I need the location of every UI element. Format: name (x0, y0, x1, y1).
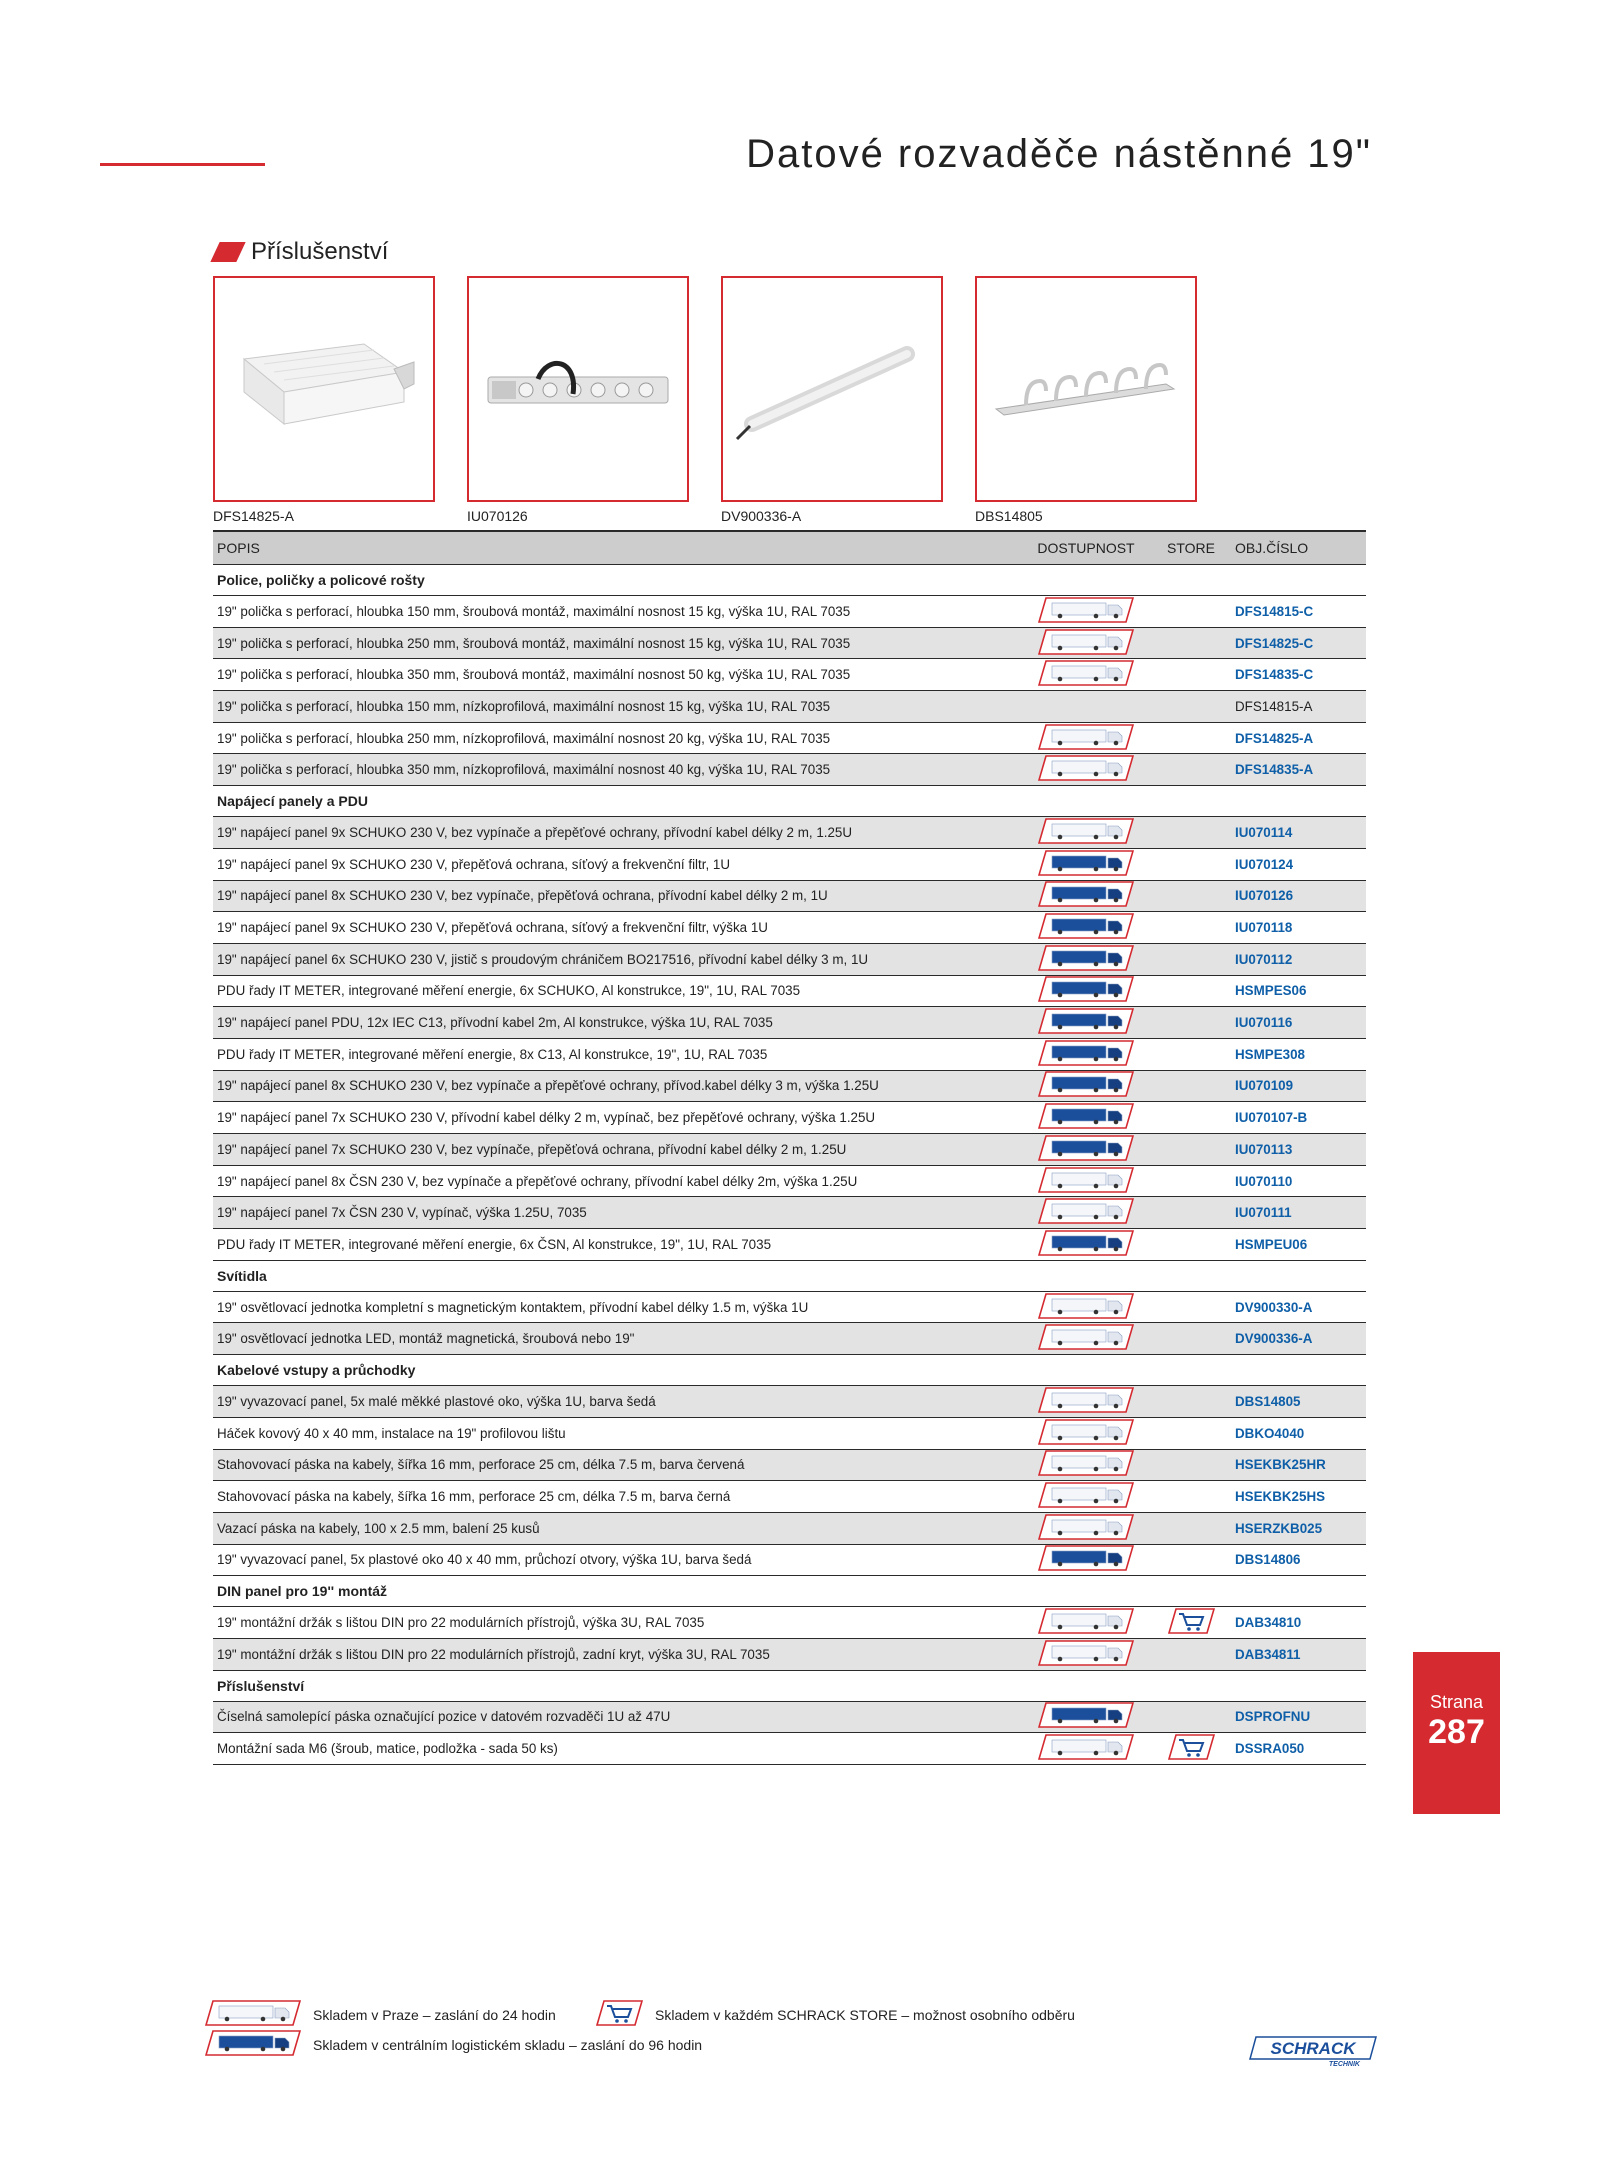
store-cell (1151, 1229, 1231, 1261)
table-row (213, 722, 1366, 754)
white-truck-icon (1038, 1514, 1134, 1543)
white-truck-icon (1038, 629, 1134, 658)
cable-guide-image (975, 276, 1197, 502)
blue-truck-icon (1038, 1071, 1134, 1100)
table-row (213, 1197, 1366, 1229)
category-label: Kabelové vstupy a průchodky (213, 1355, 1366, 1386)
store-cell (1151, 1417, 1231, 1449)
product-description: 19" napájecí panel 9x SCHUKO 230 V, bez vypínače a přepěťové ochrany, přívodní kabel délky 2 m, 1.25U (213, 817, 1021, 849)
shelf-image (213, 276, 435, 502)
table-row (213, 1323, 1366, 1355)
page-number-tab (1413, 1652, 1500, 1814)
photo-caption: DBS14805 (975, 508, 1043, 524)
column-header-store: STORE (1151, 531, 1231, 565)
table-row (213, 754, 1366, 786)
product-description: 19" polička s perforací, hloubka 350 mm, šroubová montáž, maximální nosnost 50 kg, výška 1U, RAL 7035 (213, 659, 1021, 691)
availability-cell (1021, 1102, 1151, 1134)
table-header (213, 531, 1366, 565)
order-number[interactable]: DSPROFNU (1231, 1701, 1366, 1733)
order-number[interactable]: IU070109 (1231, 1070, 1366, 1102)
white-truck-icon (1038, 724, 1134, 753)
category-label: Svítidla (213, 1260, 1366, 1291)
product-photo[interactable] (213, 276, 435, 524)
table-row (213, 1701, 1366, 1733)
order-number[interactable]: DAB34811 (1231, 1638, 1366, 1670)
order-number[interactable]: DAB34810 (1231, 1607, 1366, 1639)
legend-item-store (595, 2000, 1075, 2029)
white-truck-icon (1038, 660, 1134, 689)
availability-cell (1021, 1512, 1151, 1544)
store-cell (1151, 1544, 1231, 1576)
page-label: Strana (1429, 1692, 1484, 1712)
availability-cell (1021, 627, 1151, 659)
product-photo[interactable] (975, 276, 1197, 524)
photo-caption: DFS14825-A (213, 508, 294, 524)
white-truck-icon (1038, 1482, 1134, 1511)
store-cell (1151, 1733, 1231, 1765)
legend-text: Skladem v centrálním logistickém skladu – zaslání do 96 hodin (313, 2036, 703, 2053)
availability-cell (1021, 691, 1151, 723)
store-cell (1151, 1165, 1231, 1197)
store-cell (1151, 817, 1231, 849)
availability-cell (1021, 880, 1151, 912)
availability-cell (1021, 1197, 1151, 1229)
category-row (213, 1670, 1366, 1701)
white-truck-icon (1038, 1387, 1134, 1416)
product-description: 19" napájecí panel 6x SCHUKO 230 V, jistič s proudovým chráničem BO217516, přívodní kabel délky 3 m, 1U (213, 943, 1021, 975)
order-number[interactable]: DFS14835-C (1231, 659, 1366, 691)
product-description: 19" osvětlovací jednotka kompletní s magnetickým kontaktem, přívodní kabel délky 1.5 m, výška 1U (213, 1291, 1021, 1323)
product-description: Stahovovací páska na kabely, šířka 16 mm, perforace 25 cm, délka 7.5 m, barva červená (213, 1449, 1021, 1481)
store-cell (1151, 691, 1231, 723)
availability-cell (1021, 1165, 1151, 1197)
order-number[interactable]: IU070112 (1231, 943, 1366, 975)
product-description: 19" vyvazovací panel, 5x plastové oko 40 x 40 mm, průchozí otvory, výška 1U, barva šedá (213, 1544, 1021, 1576)
order-number[interactable]: HSEKBK25HR (1231, 1449, 1366, 1481)
order-number[interactable]: DBS14806 (1231, 1544, 1366, 1576)
white-truck-icon (1038, 1324, 1134, 1353)
legend-text: Skladem v každém SCHRACK STORE – možnost osobního odběru (655, 2006, 1075, 2023)
availability-cell (1021, 1291, 1151, 1323)
availability-cell (1021, 754, 1151, 786)
product-photos (213, 276, 1213, 524)
availability-cell (1021, 1007, 1151, 1039)
order-number[interactable]: DBKO4040 (1231, 1417, 1366, 1449)
availability-cell (1021, 943, 1151, 975)
order-number[interactable]: DV900336-A (1231, 1323, 1366, 1355)
product-description: 19" osvětlovací jednotka LED, montáž magnetická, šroubová nebo 19" (213, 1323, 1021, 1355)
product-photo[interactable] (721, 276, 943, 524)
led-lamp-image (721, 276, 943, 502)
availability-cell (1021, 912, 1151, 944)
table-row (213, 975, 1366, 1007)
blue-truck-icon (1038, 1040, 1134, 1069)
table-row (213, 848, 1366, 880)
store-cell (1151, 1007, 1231, 1039)
store-cell (1151, 1038, 1231, 1070)
availability-cell (1021, 1070, 1151, 1102)
cart-icon (1167, 1734, 1215, 1763)
table-row (213, 596, 1366, 628)
store-cell (1151, 1134, 1231, 1166)
order-number[interactable]: DFS14825-A (1231, 722, 1366, 754)
cart-icon (1167, 1608, 1215, 1637)
store-cell (1151, 1323, 1231, 1355)
product-description: 19" napájecí panel 9x SCHUKO 230 V, přepěťová ochrana, síťový a frekvenční filtr, výška 1U (213, 912, 1021, 944)
order-number[interactable]: HSERZKB025 (1231, 1512, 1366, 1544)
power-strip-image (467, 276, 689, 502)
product-description: PDU řady IT METER, integrované měření energie, 6x SCHUKO, Al konstrukce, 19", 1U, RAL 7035 (213, 975, 1021, 1007)
table-row (213, 1481, 1366, 1513)
product-description: 19" vyvazovací panel, 5x malé měkké plastové oko, výška 1U, barva šedá (213, 1386, 1021, 1418)
product-description: 19" polička s perforací, hloubka 150 mm, nízkoprofilová, maximální nosnost 15 kg, výška 1U, RAL 7035 (213, 691, 1021, 723)
photo-caption: IU070126 (467, 508, 528, 524)
order-number[interactable]: DSSRA050 (1231, 1733, 1366, 1765)
white-truck-icon (1038, 1640, 1134, 1669)
table-row (213, 1165, 1366, 1197)
category-label: DIN panel pro 19'' montáž (213, 1576, 1366, 1607)
product-description: PDU řady IT METER, integrované měření energie, 6x ČSN, Al konstrukce, 19", 1U, RAL 7035 (213, 1229, 1021, 1261)
table-row (213, 1229, 1366, 1261)
availability-cell (1021, 1449, 1151, 1481)
order-number[interactable]: IU070116 (1231, 1007, 1366, 1039)
availability-cell (1021, 1417, 1151, 1449)
order-number[interactable]: IU070118 (1231, 912, 1366, 944)
order-number[interactable]: DFS14815-C (1231, 596, 1366, 628)
store-cell (1151, 1197, 1231, 1229)
table-row (213, 691, 1366, 723)
photo-caption: DV900336-A (721, 508, 802, 524)
product-description: 19" montážní držák s lištou DIN pro 22 modulárních přístrojů, výška 3U, RAL 7035 (213, 1607, 1021, 1639)
category-row (213, 1260, 1366, 1291)
store-cell (1151, 1102, 1231, 1134)
category-label: Příslušenství (213, 1670, 1366, 1701)
header-accent-line (100, 163, 265, 166)
white-truck-icon (1038, 1608, 1134, 1637)
availability-cell (1021, 1607, 1151, 1639)
product-description: Číselná samolepící páska označující pozice v datovém rozvaděči 1U až 47U (213, 1701, 1021, 1733)
order-number[interactable]: DFS14835-A (1231, 754, 1366, 786)
table-row (213, 1007, 1366, 1039)
store-cell (1151, 880, 1231, 912)
availability-cell (1021, 722, 1151, 754)
white-truck-icon (205, 2000, 301, 2029)
order-number[interactable]: HSMPE308 (1231, 1038, 1366, 1070)
product-description: 19" napájecí panel 9x SCHUKO 230 V, přepěťová ochrana, síťový a frekvenční filtr, 1U (213, 848, 1021, 880)
blue-truck-icon (1038, 913, 1134, 942)
white-truck-icon (1038, 1167, 1134, 1196)
store-cell (1151, 1291, 1231, 1323)
table-row (213, 1038, 1366, 1070)
order-number[interactable]: IU070126 (1231, 880, 1366, 912)
blue-truck-icon (205, 2030, 301, 2059)
table-row (213, 1134, 1366, 1166)
order-number: DFS14815-A (1231, 691, 1366, 723)
availability-cell (1021, 1733, 1151, 1765)
category-row (213, 1355, 1366, 1386)
product-description: 19" polička s perforací, hloubka 250 mm, nízkoprofilová, maximální nosnost 20 kg, výška 1U, RAL 7035 (213, 722, 1021, 754)
availability-cell (1021, 1638, 1151, 1670)
svg-text:TECHNIK: TECHNIK (1328, 2061, 1360, 2068)
store-cell (1151, 943, 1231, 975)
category-row (213, 1576, 1366, 1607)
blue-truck-icon (1038, 976, 1134, 1005)
order-number[interactable]: IU070111 (1231, 1197, 1366, 1229)
availability-cell (1021, 596, 1151, 628)
section-marker-icon (210, 242, 245, 262)
white-truck-icon (1038, 818, 1134, 847)
store-cell (1151, 1512, 1231, 1544)
order-number[interactable]: IU070124 (1231, 848, 1366, 880)
store-cell (1151, 1070, 1231, 1102)
product-description: 19" montážní držák s lištou DIN pro 22 modulárních přístrojů, zadní kryt, výška 3U, RAL 7035 (213, 1638, 1021, 1670)
section-title: Příslušenství (251, 238, 389, 265)
product-description: PDU řady IT METER, integrované měření energie, 8x C13, Al konstrukce, 19", 1U, RAL 7035 (213, 1038, 1021, 1070)
white-truck-icon (1038, 755, 1134, 784)
store-cell (1151, 596, 1231, 628)
availability-cell (1021, 659, 1151, 691)
table-row (213, 1291, 1366, 1323)
product-description: Háček kovový 40 x 40 mm, instalace na 19" profilovou lištu (213, 1417, 1021, 1449)
store-cell (1151, 1701, 1231, 1733)
table-row (213, 1449, 1366, 1481)
product-description: 19" napájecí panel 7x ČSN 230 V, vypínač, výška 1.25U, 7035 (213, 1197, 1021, 1229)
table-row (213, 1070, 1366, 1102)
table-row (213, 659, 1366, 691)
column-header-popis: POPIS (213, 531, 1021, 565)
product-description: 19" polička s perforací, hloubka 350 mm, nízkoprofilová, maximální nosnost 40 kg, výška 1U, RAL 7035 (213, 754, 1021, 786)
svg-text:SCHRACK: SCHRACK (1270, 2039, 1356, 2058)
blue-truck-icon (1038, 1230, 1134, 1259)
product-photo[interactable] (467, 276, 689, 524)
table-row (213, 1544, 1366, 1576)
table-row (213, 627, 1366, 659)
table-row (213, 1638, 1366, 1670)
category-label: Police, poličky a policové rošty (213, 565, 1366, 596)
availability-cell (1021, 1229, 1151, 1261)
order-number[interactable]: DBS14805 (1231, 1386, 1366, 1418)
store-cell (1151, 722, 1231, 754)
section-heading (215, 238, 388, 266)
store-cell (1151, 1481, 1231, 1513)
product-description: 19" napájecí panel PDU, 12x IEC C13, přívodní kabel 2m, Al konstrukce, výška 1U, RAL 7035 (213, 1007, 1021, 1039)
legend-item-central (205, 2030, 702, 2059)
white-truck-icon (1038, 1198, 1134, 1227)
store-cell (1151, 1386, 1231, 1418)
table-row (213, 1733, 1366, 1765)
order-number[interactable]: HSMPES06 (1231, 975, 1366, 1007)
blue-truck-icon (1038, 945, 1134, 974)
availability-cell (1021, 817, 1151, 849)
legend-item-prague (205, 2000, 556, 2029)
product-description: Montážní sada M6 (šroub, matice, podložka - sada 50 ks) (213, 1733, 1021, 1765)
product-description: 19" napájecí panel 7x SCHUKO 230 V, bez vypínače, přepěťová ochrana, přívodní kabel délky 2 m, 1.25U (213, 1134, 1021, 1166)
availability-cell (1021, 1323, 1151, 1355)
store-cell (1151, 848, 1231, 880)
availability-cell (1021, 1701, 1151, 1733)
white-truck-icon (1038, 1419, 1134, 1448)
blue-truck-icon (1038, 1545, 1134, 1574)
product-description: 19" polička s perforací, hloubka 250 mm, šroubová montáž, maximální nosnost 15 kg, výška 1U, RAL 7035 (213, 627, 1021, 659)
product-description: Vazací páska na kabely, 100 x 2.5 mm, balení 25 kusů (213, 1512, 1021, 1544)
blue-truck-icon (1038, 1702, 1134, 1731)
schrack-logo (1248, 2033, 1378, 2074)
table-row (213, 1386, 1366, 1418)
product-description: Stahovovací páska na kabely, šířka 16 mm, perforace 25 cm, délka 7.5 m, barva černá (213, 1481, 1021, 1513)
table-row (213, 1607, 1366, 1639)
order-number[interactable]: DFS14825-C (1231, 627, 1366, 659)
white-truck-icon (1038, 1450, 1134, 1479)
table-row (213, 1417, 1366, 1449)
availability-cell (1021, 1134, 1151, 1166)
store-cell (1151, 1449, 1231, 1481)
blue-truck-icon (1038, 1135, 1134, 1164)
availability-cell (1021, 975, 1151, 1007)
product-description: 19" napájecí panel 7x SCHUKO 230 V, přívodní kabel délky 2 m, vypínač, bez přepěťové ochrany, výška 1.25U (213, 1102, 1021, 1134)
order-number[interactable]: IU070107-B (1231, 1102, 1366, 1134)
order-number[interactable]: HSEKBK25HS (1231, 1481, 1366, 1513)
cart-icon (595, 2000, 643, 2029)
category-row (213, 565, 1366, 596)
blue-truck-icon (1038, 1008, 1134, 1037)
table-row (213, 1512, 1366, 1544)
store-cell (1151, 627, 1231, 659)
table-row (213, 880, 1366, 912)
store-cell (1151, 659, 1231, 691)
store-cell (1151, 912, 1231, 944)
product-description: 19" polička s perforací, hloubka 150 mm, šroubová montáž, maximální nosnost 15 kg, výška 1U, RAL 7035 (213, 596, 1021, 628)
store-cell (1151, 1638, 1231, 1670)
table-row (213, 943, 1366, 975)
order-number[interactable]: IU070114 (1231, 817, 1366, 849)
order-number[interactable]: DV900330-A (1231, 1291, 1366, 1323)
table-row (213, 1102, 1366, 1134)
blue-truck-icon (1038, 1103, 1134, 1132)
white-truck-icon (1038, 1293, 1134, 1322)
availability-cell (1021, 1386, 1151, 1418)
product-description: 19" napájecí panel 8x SCHUKO 230 V, bez vypínače, přepěťová ochrana, přívodní kabel délky 2 m, 1U (213, 880, 1021, 912)
white-truck-icon (1038, 597, 1134, 626)
blue-truck-icon (1038, 850, 1134, 879)
store-cell (1151, 1607, 1231, 1639)
availability-cell (1021, 1544, 1151, 1576)
category-row (213, 786, 1366, 817)
order-number[interactable]: IU070113 (1231, 1134, 1366, 1166)
table-row (213, 912, 1366, 944)
availability-cell (1021, 848, 1151, 880)
order-number[interactable]: HSMPEU06 (1231, 1229, 1366, 1261)
page-number: 287 (1428, 1713, 1485, 1751)
order-number[interactable]: IU070110 (1231, 1165, 1366, 1197)
page-title: Datové rozvaděče nástěnné 19" (746, 132, 1372, 176)
category-label: Napájecí panely a PDU (213, 786, 1366, 817)
white-truck-icon (1038, 1734, 1134, 1763)
store-cell (1151, 754, 1231, 786)
product-description: 19" napájecí panel 8x SCHUKO 230 V, bez vypínače a přepěťové ochrany, přívod.kabel délky 3 m, výška 1.25U (213, 1070, 1021, 1102)
table-row (213, 817, 1366, 849)
blue-truck-icon (1038, 881, 1134, 910)
availability-cell (1021, 1481, 1151, 1513)
column-header-dostupnost: DOSTUPNOST (1021, 531, 1151, 565)
product-description: 19" napájecí panel 8x ČSN 230 V, bez vypínače a přepěťové ochrany, přívodní kabel délky 2m, výška 1.25U (213, 1165, 1021, 1197)
product-table (213, 530, 1366, 1765)
column-header-obj: OBJ.ČÍSLO (1231, 531, 1366, 565)
store-cell (1151, 975, 1231, 1007)
legend-text: Skladem v Praze – zaslání do 24 hodin (313, 2006, 556, 2023)
availability-cell (1021, 1038, 1151, 1070)
